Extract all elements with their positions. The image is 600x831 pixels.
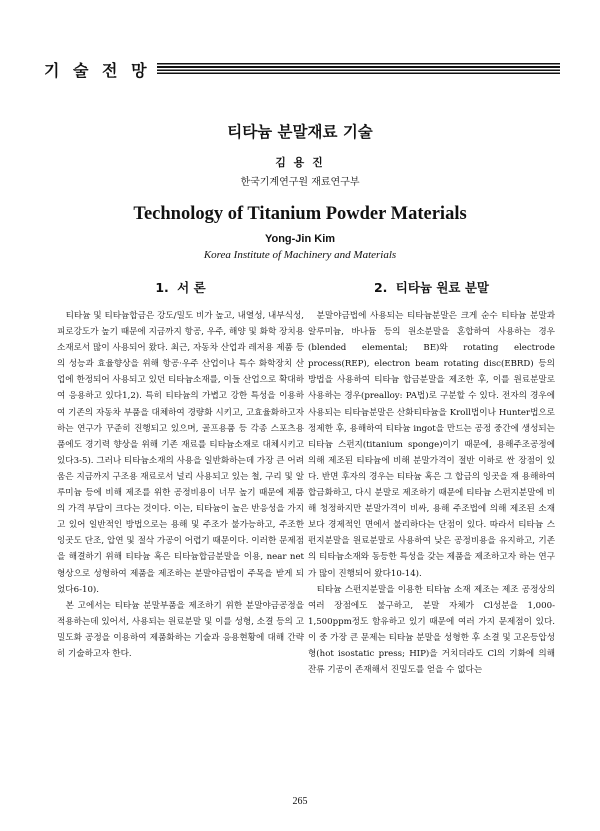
section-number: 1. [155,280,169,295]
right-column [308,278,555,678]
korean-affiliation: 한국기계연구원 재료연구부 [240,177,360,188]
left-column [57,278,304,662]
paragraph: 티타늄 스펀지분말을 이용한 티타늄 소재 제조는 제조 공정상의 여러 장점에도 불구하고, 분말 자체가 Cl성분을 1,000-1,500ppm정도 함유하고 있기 때문에 여러 가지 문제점이 있다. 이 중 가장 큰 문제는 티타늄 분말을 성형한 후 소결 및 고온등압성형(hot isostatic press; HIP)을 거치더라도 Cl의 기화에 의해 잔류 기공이 존재해서 진밀도를 얻을 수 없다는 [308,584,555,676]
section-heading-raw-powder [308,278,555,302]
section-title: 서 론 [177,280,206,295]
english-affiliation: Korea Institute of Machinery and Materials [203,249,397,261]
section-number: 2. [373,280,388,295]
section-heading-introduction [57,278,304,302]
english-title: Technology of Titanium Powder Materials [133,204,467,224]
section-title: 티타늄 원료 분말 [395,280,490,295]
paragraph: 티타늄 및 티타늄합금은 강도/밀도 비가 높고, 내열성, 내부식성, 피로강도가 높기 때문에 지금까지 항공, 우주, 해양 및 화학 장치용 소재로서 많이 사용되어 왔다. 최근, 자동차 산업과 레저용 제품 등의 성능과 효율향상을 위해 항공·우주 산업이나 특수 화학장치 산업에 한정되어 사용되고 있던 티타늄소재를, 이들 산업으로 확대하여 응용하고 있다1,2). 특히 티타늄의 가볍고 강한 특성을 이용하여 기존의 자동차 부품을 대체하여 경량화 시키고, 고효율화하고자 하는 연구가 꾸준히 진행되고 있으며, 골프용품 등 각종 스포츠용품에도 경기력 향상을 위해 기존 재료를 티타늄소재로 대체시키고 있다3-5). 그러나 티타늄소재의 사용을 일반화하는데 가장 큰 어려움은 지금까지 구조용 재료로서 널리 사용되고 있는 철, 구리 및 알루미늄 등에 비해 제조를 위한 공정비용이 너무 높기 때문에 제품의 가격 부담이 크다는 것이다. 이는, 티타늄이 높은 반응성을 가지고 있어 일반적인 방법으로는 용해 및 주조가 불가능하고, 주조한 잉곳도 단조, 압연 및 절삭 가공이 어렵기 때문이다. 이러한 문제점을 해결하기 위해 티타늄 혹은 티타늄합금분말을 이용, near net 형상으로 성형하여 제품을 제조하는 분말야금법이 주목을 받게 되었다6-10). [57,311,304,595]
header-rule-bar [157,63,560,76]
english-author: Yong-Jin Kim [264,233,336,245]
paragraph: 분말야금법에 사용되는 티타늄분말은 크게 순수 티타늄 분말과 알루미늄, 바나듐 등의 원소분말을 혼합하여 사용하는 경우(blended elemental; BE)와 rotating electrode process(REP), electron beam rotating disc(EBRD) 등의 방법을 사용하여 티타늄 합금분말을 제조한 후, 이를 원료분말로 사용하는 경우(prealloy: PA법)로 구분할 수 있다. 전자의 경우에 사용되는 티타늄분말은 산화티타늄을 Kroll법이나 Hunter법으로 정제한 후, 용해하여 티타늄 ingot을 만드는 공정 중간에 생성되는 티타늄 스펀지(titanium sponge)이기 때문에, 용해주조공정에 의해 제조된 티타늄에 비해 분말가격이 절반 이하로 싼 장점이 있다. 반면 후자의 경우는 티타늄 혹은 그 합금의 잉곳을 재 용해하여 합금화하고, 다시 분말로 제조하기 때문에 티타늄 스펀지분말에 비해 청정하지만 분말가격이 비싸, 용해 주조법에 의해 제조된 소재보다 경제적인 면에서 불리하다는 단점이 있다. 따라서 티타늄 스펀지분말을 원료분말로 사용하여 낮은 공정비용을 유지하고, 기존의 티타늄소재와 동등한 특성을 갖는 제품을 제조하고자 하는 연구가 많이 진행되어 왔다10-14). [308,311,555,579]
korean-author: 김 용 진 [275,156,325,169]
category-label: 기 술 전 망 [44,60,151,80]
korean-title: 티타늄 분말재료 기술 [227,123,373,141]
paragraph: 본 고에서는 티타늄 분말부품을 제조하기 위한 분말야금공정을 적용하는데 있어서, 사용되는 원료분말 및 이를 성형, 소결 등의 고밀도화 공정을 이용하여 제품화하는 기술과 응용현황에 대해 간략히 기술하고자 한다. [57,600,304,659]
page-number: 265 [292,796,308,807]
article-category-header [44,58,560,80]
